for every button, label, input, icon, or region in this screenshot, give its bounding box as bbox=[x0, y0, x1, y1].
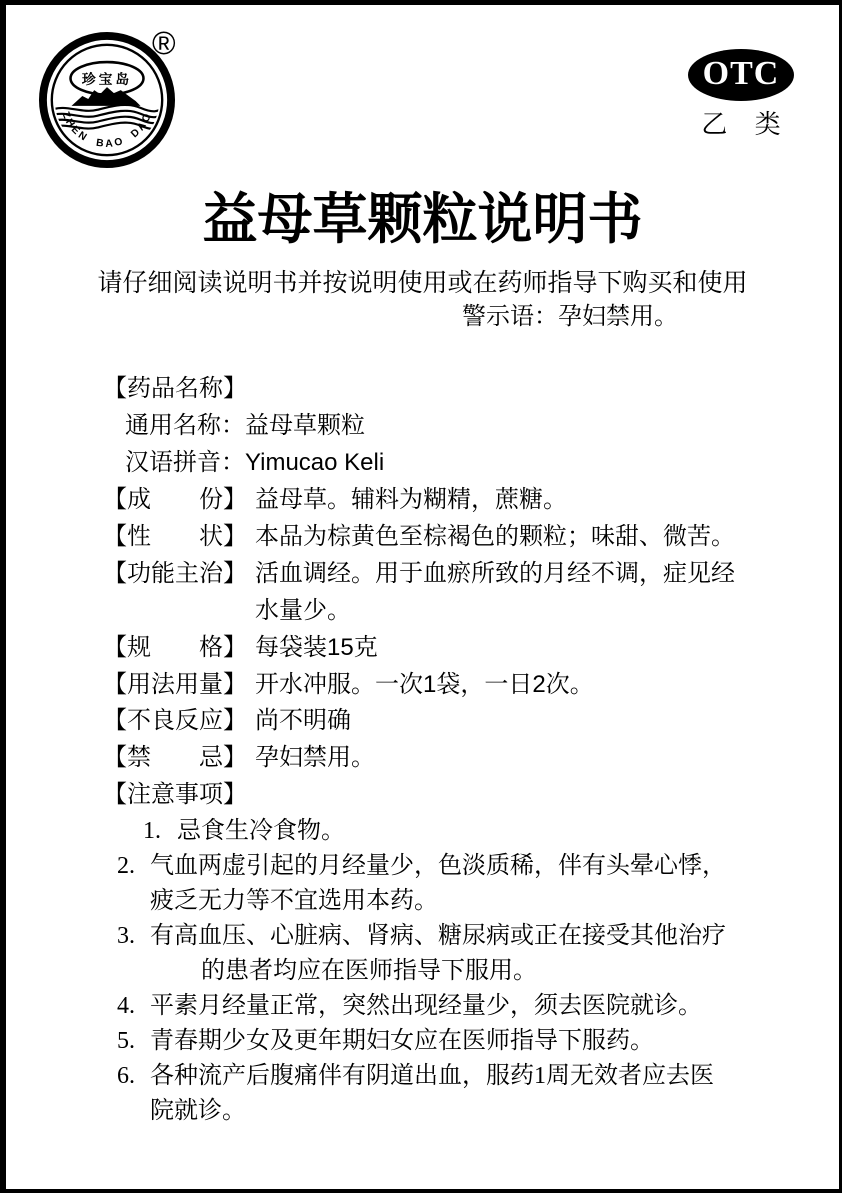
section-indications bbox=[103, 555, 803, 629]
precaution-text-line: 气血两虚引起的月经量少，色淡质稀，伴有头晕心悸， bbox=[150, 853, 726, 879]
section-text-line: 尚不明确 bbox=[255, 708, 351, 734]
section-pinyin-name: 汉语拼音：Yimucao Keli bbox=[125, 449, 385, 476]
precaution-number: 2. bbox=[117, 853, 135, 879]
section-text-line: 本品为棕黄色至棕褐色的颗粒；味甜、微苦。 bbox=[255, 523, 735, 550]
section-dosage-administration bbox=[103, 666, 803, 703]
section-ingredients bbox=[103, 481, 803, 518]
precaution-item-6 bbox=[103, 1059, 809, 1129]
section-text-line: 每袋装15克 bbox=[255, 634, 378, 661]
precaution-item-5 bbox=[103, 1024, 809, 1059]
precaution-number: 1. bbox=[143, 818, 161, 844]
section-specification bbox=[103, 629, 803, 666]
otc-badge bbox=[688, 49, 794, 141]
precaution-text-line: 平素月经量正常，突然出现经量少，须去医院就诊。 bbox=[150, 993, 702, 1019]
header bbox=[6, 5, 839, 163]
section-adverse-reactions bbox=[103, 703, 803, 740]
precaution-number: 5. bbox=[117, 1028, 135, 1054]
section-contraindications bbox=[103, 740, 803, 777]
otc-label: OTC bbox=[688, 49, 794, 101]
section-label: 【禁 忌】 bbox=[103, 745, 247, 771]
section-text-line: 益母草。辅料为糊精，蔗糖。 bbox=[255, 486, 567, 513]
precaution-number: 3. bbox=[117, 923, 135, 949]
page-title: 益母草颗粒说明书 bbox=[202, 188, 643, 250]
registered-trademark-icon: ® bbox=[152, 25, 176, 61]
precaution-item-1 bbox=[103, 814, 809, 849]
logo-arc-text: ZHEN BAO DAO bbox=[59, 110, 155, 150]
section-label: 【规 格】 bbox=[103, 634, 247, 661]
section-label: 【功能主治】 bbox=[103, 560, 247, 587]
section-precautions-heading: 【注意事项】 bbox=[103, 782, 247, 808]
precaution-text-line: 忌食生冷食物。 bbox=[177, 818, 345, 844]
precaution-text-line: 各种流产后腹痛伴有阴道出血，服药1周无效者应去医 bbox=[150, 1063, 714, 1089]
section-description bbox=[103, 518, 803, 555]
section-text-line: 水量少。 bbox=[255, 597, 351, 624]
precaution-number: 6. bbox=[117, 1063, 135, 1089]
precaution-text-line: 疲乏无力等不宜选用本药。 bbox=[150, 888, 438, 914]
read-instructions-notice: 请仔细阅读说明书并按说明使用或在药师指导下购买和使用 bbox=[97, 270, 748, 297]
section-text-line: 开水冲服。一次1袋，一日2次。 bbox=[255, 671, 594, 698]
brand-name-cn: 珍宝岛 bbox=[81, 72, 133, 88]
sections-list bbox=[6, 370, 839, 814]
precaution-text-line: 院就诊。 bbox=[150, 1098, 246, 1124]
section-text-line: 孕妇禁用。 bbox=[255, 745, 375, 771]
section-label: 【性 状】 bbox=[103, 523, 247, 550]
precaution-item-2 bbox=[103, 849, 809, 919]
precaution-item-3 bbox=[103, 919, 809, 989]
section-label: 【成 份】 bbox=[103, 486, 247, 513]
section-label: 【用法用量】 bbox=[103, 671, 247, 698]
section-generic-name: 通用名称：益母草颗粒 bbox=[125, 412, 365, 439]
pregnancy-warning-notice: 警示语：孕妇禁用。 bbox=[462, 304, 678, 330]
section-label: 【不良反应】 bbox=[103, 708, 247, 734]
otc-category: 乙 类 bbox=[701, 109, 791, 139]
precaution-number: 4. bbox=[117, 993, 135, 1019]
section-text-line: 活血调经。用于血瘀所致的月经不调，症见经 bbox=[255, 560, 735, 587]
precaution-text-line: 青春期少女及更年期妇女应在医师指导下服药。 bbox=[150, 1028, 654, 1054]
section-drug-name-heading: 【药品名称】 bbox=[103, 375, 247, 402]
precaution-text-line: 的患者均应在医师指导下服用。 bbox=[201, 958, 537, 984]
precautions-list bbox=[6, 814, 839, 1129]
precaution-text-line: 有高血压、心脏病、肾病、糖尿病或正在接受其他治疗 bbox=[150, 923, 726, 949]
precaution-item-4 bbox=[103, 989, 809, 1024]
